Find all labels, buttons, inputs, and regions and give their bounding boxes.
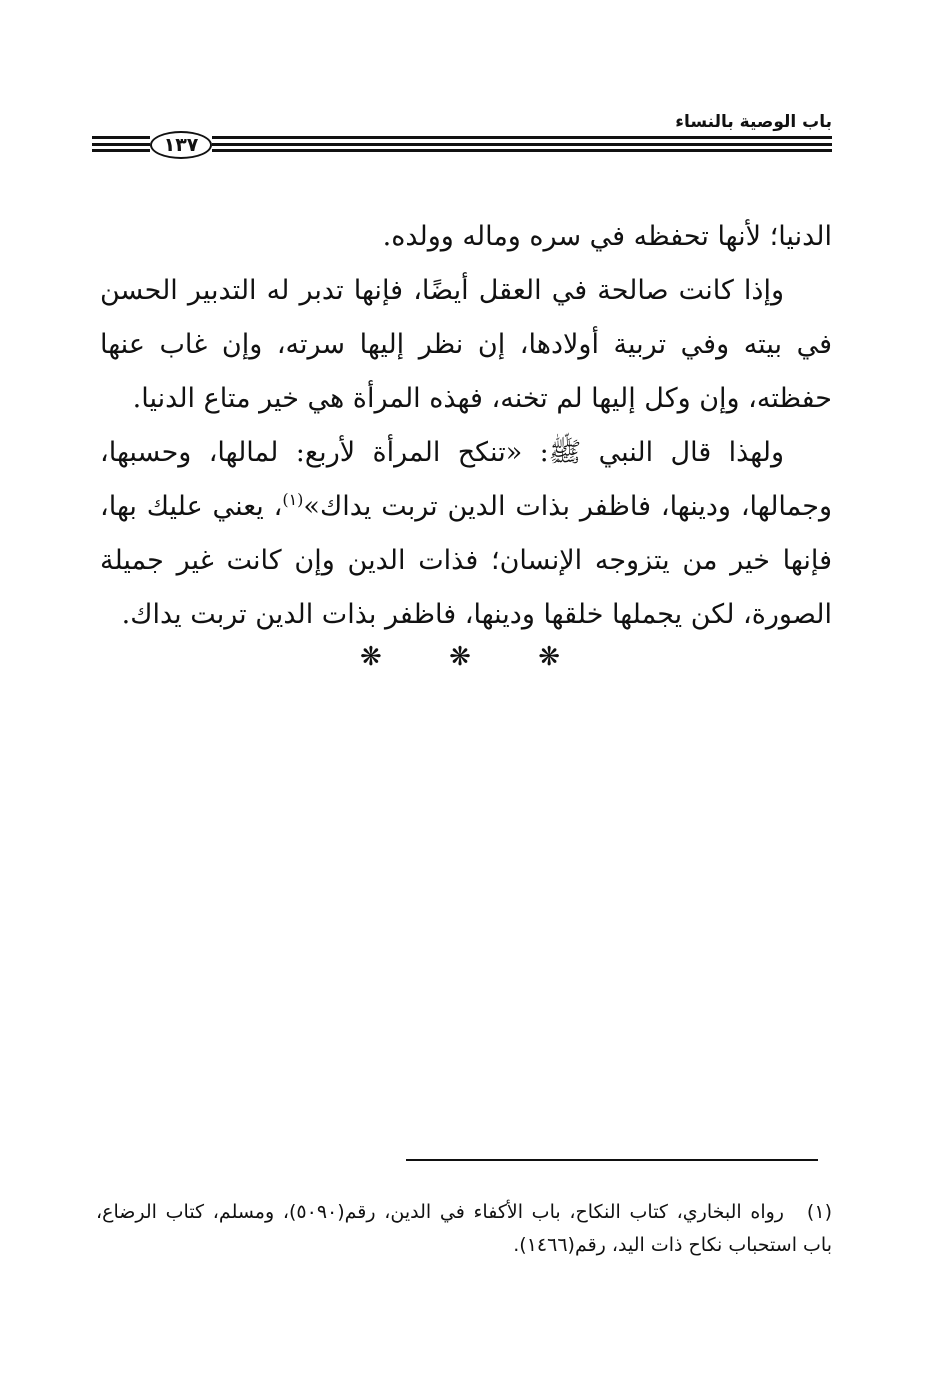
asterisk-icon: ❋	[360, 642, 382, 672]
footnote-text: رواه البخاري، كتاب النكاح، باب الأكفاء في الدين، رقم(٥٠٩٠)، ومسلم، كتاب الرضاع، باب استحباب نكاح ذات اليد، رقم(١٤٦٦).	[96, 1201, 832, 1256]
paragraph-2: وإذا كانت صالحة في العقل أيضًا، فإنها تدبر له التدبير الحسن في بيته وفي تربية أولادها، إن نظر إليها سرته، وإن غاب عنها حفظته، وإن وكل إليها لم تخنه، فهذه المرأة هي خير متاع الدنيا.	[100, 275, 832, 414]
section-separator	[360, 642, 560, 672]
paragraph-3	[100, 426, 832, 642]
header-rule-left	[92, 136, 150, 154]
asterisk-icon: ❋	[538, 642, 560, 672]
asterisk-icon: ❋	[449, 642, 471, 672]
running-header-title: باب الوصية بالنساء	[675, 112, 832, 132]
paragraph-3-hadith: ولهذا قال النبي ﷺ: «تنكح المرأة لأربع: لمالها، وحسبها، وجمالها، ودينها، فاظفر بذات الدين تربت يداك»	[100, 437, 832, 522]
paragraph-1: الدنيا؛ لأنها تحفظه في سره وماله وولده.	[382, 221, 832, 252]
paragraph-3-commentary: ، يعني عليك بها، فإنها خير من يتزوجه الإنسان؛ فذات الدين وإن كانت غير جميلة الصورة، لكن يجملها خلقها ودينها، فاظفر بذات الدين تربت يداك.	[100, 491, 832, 630]
footnote-reference[interactable]: (١)	[282, 490, 304, 509]
footnote	[96, 1196, 832, 1262]
page-number: ١٣٧	[150, 131, 212, 159]
footnote-number: (١)	[806, 1201, 832, 1223]
main-text	[100, 210, 832, 642]
footnote-divider	[406, 1159, 818, 1161]
header-rule-right	[212, 136, 832, 154]
